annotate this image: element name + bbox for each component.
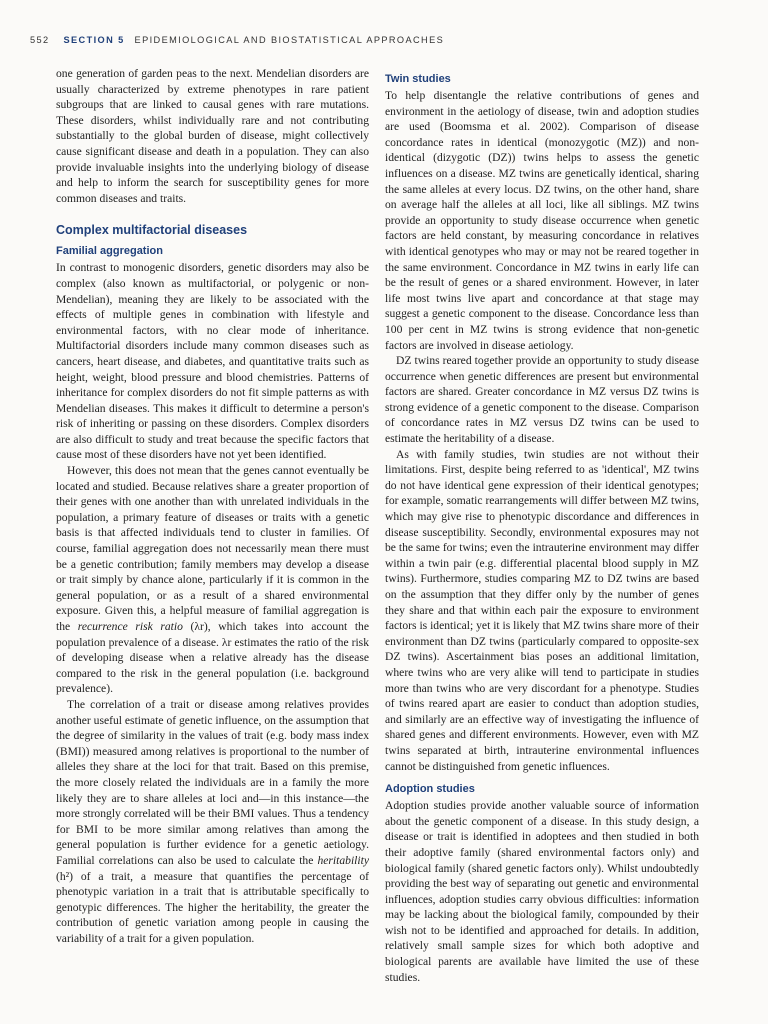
section-label: SECTION 5: [63, 35, 125, 45]
paragraph-twin-2: DZ twins reared together provide an opportunity to study disease occurrence when genetic differences are present but environmental factors are shared. Greater concordance in MZ versus DZ twins is strong evidence of a genetic component to the disease. Comparison of concordance rates in MZ versus DZ twins can be used to estimate the heritability of a disease.: [385, 354, 699, 446]
recurrence-risk-ratio-term: recurrence risk ratio: [77, 620, 183, 633]
paragraph-twin-3: As with family studies, twin studies are not without their limitations. First, despite being referred to as 'identical', MZ twins do not have identical gene expression of their identical genotypes; for example, somatic rearrangements will differ between MZ twins, which may give rise to phenotypic discordance and differences in disease susceptibility. Secondly, environmental exposures may not be the same for twins; even the intrauterine environment may differ within a twin pair (e.g. differential placental blood supply in MZ twins). Furthermore, studies comparing MZ to DZ twins are based on the assumption that they differ only by the number of genes they share and that within each pair the exposure to environment factors is identical; yet it is likely that MZ twins share more of their environment than DZ twins (particularly compared to opposite-sex DZ twins). Ascertainment bias poses an additional limitation, where twins who are very alike will tend to participate in studies more than twins who are very discordant for a phenotype. Studies of twins reared apart are easier to conduct than adoption studies, and similarly are an effective way of investigating the influence of shared genes and different environments. However, even with MZ twins separated at birth, intrauterine environmental influences cannot be distinguished from genetic influences.: [385, 447, 699, 773]
running-header: [30, 35, 738, 45]
heritability-term: heritability: [317, 853, 369, 867]
paragraph-adoption-1: Adoption studies provide another valuable source of information about the genetic component of a disease. In this study design, a disease or trait is identified in adoptees and then studied in both their adoptive family (shared environmental factors only) and biological family (shared genetic factors only). Whilst undoubtedly providing the best way of separating out genetic and environmental influences, adoption studies carry obvious difficulties: information may be lacking about the biological family, compounded by their wish not to be identified and approached for details. In addition, relatively small sample sizes for which both adoptive and biological parents are available have limited the use of these studies.: [385, 799, 699, 984]
paragraph-familial-1: In contrast to monogenic disorders, genetic disorders may also be complex (also known as multifactorial, or polygenic or non-Mendelian), meaning they are likely to be associated with the effects of multiple genes in combination with lifestyle and environmental factors, with no clear mode of inheritance. Multifactorial disorders include many common diseases such as cancers, heart disease, and diabetes, and quantitative traits such as height, weight, blood pressure and blood chemistries. Patterns of inheritance for complex disorders do not fit simple patterns as with Mendelian diseases. This makes it difficult to determine a person's risk of inheriting or passing on these disorders. Complex disorders are also difficult to study and treat because the specific factors that cause most of these disorders have not yet been identified.: [56, 261, 369, 462]
page-number: 552: [30, 35, 50, 45]
paragraph-familial-2-part-a: However, this does not mean that the genes cannot eventually be located and studied. Because relatives share a greater proportion of their genes with one another than with unrelated individuals in the population, a primary feature of diseases or traits with a genetic basis is that affected individuals tend to cluster in families. Of course, familial aggregation does not necessarily mean there must be a genetic contribution; family members may develop a disease or trait simply by chance alone, particularly if it is common in the general population, or as a result of a shared environmental exposure. Given this, a helpful measure of familial aggregation is the: [56, 464, 369, 633]
left-column: [56, 66, 369, 946]
paragraph-familial-2: [56, 463, 369, 697]
paragraph-familial-3-part-b: (h²) of a trait, a measure that quantifies the percentage of phenotypic variation in a trait that is attributable specifically to genotypic differences. The higher the heritability, the greater the contribution of genetic variation among people in causing the variability of a trait for a given population.: [56, 869, 369, 945]
paragraph-familial-3: [56, 697, 369, 947]
heading-familial-aggregation: Familial aggregation: [56, 245, 163, 258]
right-column: [385, 72, 699, 985]
section-title: EPIDEMIOLOGICAL AND BIOSTATISTICAL APPROACHES: [134, 35, 445, 45]
paragraph-twin-1: To help disentangle the relative contributions of genes and environment in the aetiology of disease, twin and adoption studies are used (Boomsma et al. 2002). Comparison of disease concordance rates in identical (monozygotic (MZ)) and non-identical (dizygotic (DZ)) twins helps to assess the genetic influences on a disease. MZ twins are genetically identical, sharing the same alleles at every locus. DZ twins, on the other hand, share on average half the alleles at all loci, like all siblings. MZ twins provide an opportunity to study disease occurrence when genetic factors are held constant, by measuring concordance in relatives with identical genotypes who may or may not be reared together in the same environment. Concordance in MZ twins in early life can be the result of genes or a shared environment. However, in later life most twins live apart and concordance at that stage may suggest a genetic component to the disease. Concordance less than 100 per cent in MZ twins is strong evidence that non-genetic factors are involved in disease aetiology.: [385, 89, 699, 352]
heading-adoption-studies: Adoption studies: [385, 783, 475, 796]
heading-complex-multifactorial: Complex multifactorial diseases: [56, 223, 248, 238]
paragraph-familial-3-part-a: The correlation of a trait or disease among relatives provides another useful estimate of genetic influence, on the assumption that the degree of similarity in the values of trait (e.g. body mass index (BMI)) measured among relatives is proportional to the number of alleles they share at the loci for that trait. Based on this premise, the more closely related the individuals are in a family the more likely they are to share alleles at loci and—in this instance—the more strongly correlated will be their BMI values. Thus a tendency for BMI to be more similar among relatives than among the general population is further evidence for a genetic aetiology. Familial correlations can also be used to calculate the: [56, 697, 369, 867]
heading-twin-studies: Twin studies: [385, 73, 451, 85]
intro-paragraph: one generation of garden peas to the next. Mendelian disorders are usually characterized by extreme phenotypes in rare patient subgroups that are linked to causal genes with rare mutations. These disorders, whilst individually rare and not contributing substantially to the global burden of disease, might collectively cause significant disease and death in a population. They can also provide invaluable insights into the underlying biology of disease and help to inform the search for susceptibility genes for more common diseases and traits.: [56, 67, 369, 205]
paragraph-familial-2-part-b: (λr), which takes into account the population prevalence of a disease. λr estimates the ratio of the risk of developing disease when a relative already has the disease compared to the risk in the general population (i.e. background prevalence).: [56, 620, 370, 696]
